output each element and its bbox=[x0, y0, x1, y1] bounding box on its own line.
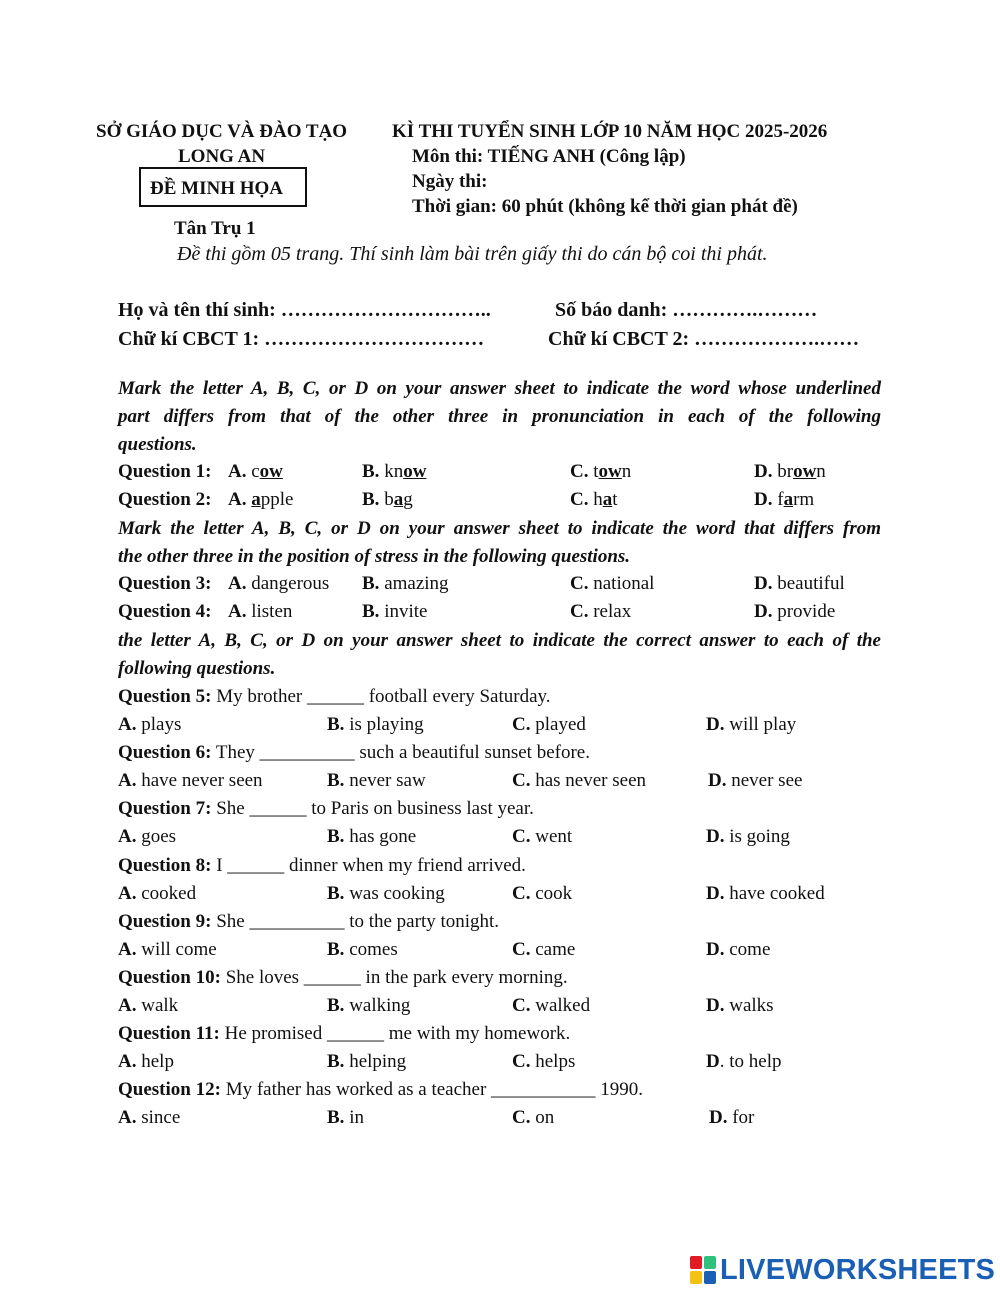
option-letter: C. bbox=[512, 714, 531, 735]
question-stem bbox=[118, 855, 526, 877]
option-text: plays bbox=[141, 714, 182, 735]
instruction-pronunciation-line1: Mark the letter A, B, C, or D on your answer sheet to indicate the word whose underlined bbox=[118, 378, 881, 399]
option-letter: C. bbox=[512, 770, 531, 792]
option-letter: A. bbox=[228, 601, 247, 622]
option-text: cook bbox=[535, 882, 573, 904]
option-text: went bbox=[535, 826, 573, 848]
option-text: has gone bbox=[349, 826, 417, 848]
answer-option[interactable] bbox=[118, 939, 217, 961]
exam-duration: Thời gian: 60 phút (không kể thời gian phát đề) bbox=[412, 196, 798, 217]
instruction-pronunciation-line2: part differs from that of the other three in pronunciation in each of the following bbox=[118, 406, 881, 427]
sample-exam-badge-label: ĐỀ MINH HỌA bbox=[150, 178, 283, 199]
option-letter: C. bbox=[512, 1051, 531, 1073]
option-letter: B. bbox=[327, 714, 345, 735]
option-letter: B. bbox=[327, 882, 345, 904]
option-underlined-part: ow bbox=[598, 461, 622, 482]
option-letter: A. bbox=[118, 1107, 137, 1129]
option-text: have never seen bbox=[141, 770, 263, 792]
option-letter: A. bbox=[228, 573, 247, 594]
answer-option[interactable] bbox=[706, 939, 770, 961]
answer-option[interactable] bbox=[706, 826, 790, 848]
question-label: Question 5: bbox=[118, 686, 212, 707]
option-text: amazing bbox=[384, 573, 449, 594]
answer-option[interactable] bbox=[512, 714, 586, 736]
answer-option[interactable] bbox=[570, 573, 654, 595]
answer-option[interactable] bbox=[512, 1107, 554, 1129]
option-text-start: kn bbox=[384, 461, 404, 482]
logo-square bbox=[690, 1256, 702, 1269]
option-text-start: t bbox=[593, 461, 599, 482]
option-text: come bbox=[729, 938, 771, 960]
option-text-start: h bbox=[593, 489, 603, 510]
question-text: They __________ such a beautiful sunset before. bbox=[215, 742, 590, 764]
option-text: is going bbox=[729, 826, 790, 848]
liveworksheets-logo-text: LIVEWORKSHEETS bbox=[720, 1253, 996, 1286]
option-text: have cooked bbox=[729, 882, 825, 904]
answer-option[interactable] bbox=[706, 995, 774, 1017]
answer-option[interactable] bbox=[706, 1051, 781, 1073]
proctor2-signature-field[interactable]: Chữ kí CBCT 2: ……………….…… bbox=[548, 328, 860, 350]
option-text: walk bbox=[141, 995, 179, 1016]
option-letter: A. bbox=[118, 714, 137, 735]
answer-option[interactable] bbox=[754, 601, 835, 623]
question-label: Question 12: bbox=[118, 1079, 221, 1101]
option-letter: D. bbox=[754, 489, 773, 510]
answer-option[interactable] bbox=[118, 1051, 174, 1073]
option-text-start: c bbox=[251, 461, 260, 482]
logo-square bbox=[704, 1256, 716, 1269]
question-label: Question 10: bbox=[118, 967, 221, 988]
answer-option[interactable] bbox=[706, 883, 825, 905]
answer-option[interactable] bbox=[118, 826, 176, 848]
answer-option[interactable] bbox=[512, 770, 646, 792]
option-text: never see bbox=[731, 770, 803, 792]
candidate-name-field[interactable]: Họ và tên thí sinh: ………………………….. bbox=[118, 299, 491, 321]
answer-option[interactable] bbox=[118, 883, 196, 905]
option-text-start: br bbox=[777, 461, 794, 482]
exam-title: KÌ THI TUYỂN SINH LỚP 10 NĂM HỌC 2025-2026 bbox=[392, 121, 828, 142]
option-letter: B. bbox=[327, 938, 345, 960]
option-letter: A. bbox=[118, 770, 137, 792]
exam-subject: Môn thi: TIẾNG ANH (Công lập) bbox=[412, 146, 686, 167]
option-text: cooked bbox=[141, 882, 197, 904]
answer-option[interactable] bbox=[327, 770, 426, 792]
logo-square bbox=[704, 1271, 716, 1284]
option-underlined-part: ow bbox=[403, 461, 427, 482]
option-text: walks bbox=[729, 995, 774, 1016]
option-text: will play bbox=[729, 714, 797, 735]
option-text: has never seen bbox=[535, 770, 647, 792]
question-stem bbox=[118, 742, 590, 764]
option-text: helps bbox=[535, 1051, 576, 1073]
province-name: LONG AN bbox=[178, 146, 266, 167]
answer-option[interactable] bbox=[512, 1051, 575, 1073]
question-text: I ______ dinner when my friend arrived. bbox=[216, 854, 526, 876]
option-underlined-part: a bbox=[393, 489, 404, 510]
logo-square bbox=[690, 1271, 702, 1284]
option-text: comes bbox=[349, 938, 398, 960]
option-text: provide bbox=[777, 601, 836, 622]
option-text: walking bbox=[349, 995, 411, 1016]
option-letter: C. bbox=[570, 601, 589, 622]
question-text: She __________ to the party tonight. bbox=[216, 910, 500, 932]
answer-option[interactable] bbox=[362, 601, 427, 623]
option-letter: D. bbox=[706, 714, 725, 735]
option-text: . to help bbox=[719, 1051, 782, 1073]
question-label: Question 3: bbox=[118, 573, 212, 594]
option-text-end: t bbox=[612, 489, 618, 510]
option-text: on bbox=[535, 1107, 555, 1129]
question-label: Question 7: bbox=[118, 798, 212, 820]
option-text: for bbox=[732, 1107, 755, 1129]
option-letter: A. bbox=[118, 938, 137, 960]
option-text: was cooking bbox=[349, 882, 445, 904]
answer-option[interactable] bbox=[327, 714, 424, 736]
answer-option[interactable] bbox=[512, 826, 572, 848]
option-letter: B. bbox=[362, 461, 380, 482]
option-letter: C. bbox=[570, 573, 589, 594]
option-letter: D. bbox=[709, 1107, 728, 1129]
option-letter: A. bbox=[118, 826, 137, 848]
option-text-end: rm bbox=[793, 489, 815, 510]
answer-option[interactable] bbox=[362, 573, 449, 595]
option-letter: B. bbox=[362, 489, 380, 510]
option-text: will come bbox=[141, 938, 217, 960]
option-text-end: g bbox=[403, 489, 413, 510]
option-letter: D. bbox=[754, 573, 773, 594]
answer-option[interactable] bbox=[512, 939, 575, 961]
option-text: goes bbox=[141, 826, 177, 848]
answer-option[interactable] bbox=[754, 573, 845, 595]
answer-option[interactable] bbox=[709, 1107, 754, 1129]
option-text: in bbox=[349, 1107, 364, 1129]
liveworksheets-logo-icon bbox=[690, 1256, 716, 1284]
answer-option[interactable] bbox=[327, 826, 416, 848]
answer-option[interactable] bbox=[754, 461, 826, 483]
option-letter: C. bbox=[512, 995, 531, 1016]
option-text: walked bbox=[535, 995, 591, 1016]
question-text: He promised ______ me with my homework. bbox=[224, 1023, 571, 1045]
option-text: played bbox=[535, 714, 586, 735]
option-text-end: n bbox=[621, 461, 632, 482]
question-label: Question 8: bbox=[118, 854, 212, 876]
answer-option[interactable] bbox=[228, 573, 329, 595]
answer-option[interactable] bbox=[362, 489, 413, 511]
answer-option[interactable] bbox=[327, 939, 398, 961]
option-text: is playing bbox=[349, 714, 424, 735]
answer-option[interactable] bbox=[327, 1051, 406, 1073]
answer-option[interactable] bbox=[512, 995, 590, 1017]
option-letter: D. bbox=[708, 770, 727, 792]
question-label: Question 1: bbox=[118, 461, 212, 482]
liveworksheets-logo bbox=[690, 1252, 995, 1288]
option-letter: B. bbox=[327, 1051, 345, 1073]
question-label: Question 2: bbox=[118, 489, 212, 510]
answer-option[interactable] bbox=[708, 770, 802, 792]
answer-option[interactable] bbox=[118, 995, 178, 1017]
option-text-end: n bbox=[816, 461, 826, 482]
option-letter: C. bbox=[512, 1107, 531, 1129]
option-letter: C. bbox=[512, 938, 531, 960]
question-text: She loves ______ in the park every morning. bbox=[225, 967, 568, 988]
option-letter: D bbox=[706, 1051, 720, 1073]
instruction-pronunciation-line3: questions. bbox=[118, 434, 197, 455]
answer-option[interactable] bbox=[362, 461, 426, 483]
option-letter: C. bbox=[570, 489, 589, 510]
option-text-start: b bbox=[384, 489, 394, 510]
question-text: My brother ______ football every Saturday. bbox=[216, 686, 551, 707]
option-letter: A. bbox=[118, 995, 137, 1016]
option-underlined-part: a bbox=[602, 489, 613, 510]
question-stem bbox=[118, 967, 568, 989]
answer-option[interactable] bbox=[512, 883, 572, 905]
question-text: My father has worked as a teacher ___________ 1990. bbox=[225, 1079, 644, 1101]
option-text: beautiful bbox=[777, 573, 845, 594]
instruction-stress-line2: the other three in the position of stress in the following questions. bbox=[118, 546, 631, 567]
option-text-end: pple bbox=[260, 489, 294, 510]
question-stem bbox=[118, 1079, 643, 1101]
option-letter: D. bbox=[706, 826, 725, 848]
option-text: relax bbox=[593, 601, 632, 622]
question-label: Question 4: bbox=[118, 601, 212, 622]
option-letter: B. bbox=[362, 601, 380, 622]
option-text: came bbox=[535, 938, 576, 960]
proctor1-signature-field[interactable]: Chữ kí CBCT 1: …………………………… bbox=[118, 328, 485, 350]
option-letter: C. bbox=[570, 461, 589, 482]
option-text: helping bbox=[349, 1051, 407, 1073]
instruction-correct-line2: following questions. bbox=[118, 658, 276, 679]
option-letter: D. bbox=[706, 995, 725, 1016]
question-stem bbox=[118, 1023, 570, 1045]
question-stem bbox=[118, 686, 551, 708]
option-letter: B. bbox=[327, 770, 345, 792]
answer-option[interactable] bbox=[118, 1107, 180, 1129]
answer-option[interactable] bbox=[228, 601, 292, 623]
answer-option[interactable] bbox=[570, 461, 631, 483]
answer-option[interactable] bbox=[118, 770, 263, 792]
instruction-correct-line1: the letter A, B, C, or D on your answer sheet to indicate the correct answer to each of the bbox=[118, 630, 881, 651]
school-name: Tân Trụ 1 bbox=[174, 218, 256, 239]
option-letter: C. bbox=[512, 882, 531, 904]
answer-option[interactable] bbox=[754, 489, 814, 511]
option-text: help bbox=[141, 1051, 174, 1073]
answer-option[interactable] bbox=[327, 883, 445, 905]
option-letter: A. bbox=[228, 461, 247, 482]
question-label: Question 6: bbox=[118, 742, 212, 764]
question-label: Question 11: bbox=[118, 1023, 220, 1045]
option-text: never saw bbox=[349, 770, 426, 792]
option-letter: B. bbox=[327, 826, 345, 848]
option-text: dangerous bbox=[251, 573, 330, 594]
answer-option[interactable] bbox=[118, 714, 181, 736]
question-text: She ______ to Paris on business last year. bbox=[216, 798, 534, 820]
answer-option[interactable] bbox=[228, 489, 293, 511]
department-title: SỞ GIÁO DỤC VÀ ĐÀO TẠO bbox=[96, 121, 348, 142]
exam-date: Ngày thi: bbox=[412, 171, 488, 192]
answer-option[interactable] bbox=[706, 714, 796, 736]
option-letter: D. bbox=[706, 938, 725, 960]
candidate-id-field[interactable]: Số báo danh: ………….……… bbox=[555, 299, 818, 321]
option-text: national bbox=[593, 573, 655, 594]
option-underlined-part: ow bbox=[259, 461, 283, 482]
question-stem bbox=[118, 798, 534, 820]
option-letter: A. bbox=[118, 1051, 137, 1073]
instruction-stress-line1: Mark the letter A, B, C, or D on your answer sheet to indicate the word that differs from bbox=[118, 518, 881, 539]
answer-option[interactable] bbox=[327, 995, 410, 1017]
option-underlined-part: ow bbox=[793, 461, 817, 482]
option-text-start: f bbox=[777, 489, 784, 510]
option-underlined-part: a bbox=[783, 489, 794, 510]
option-letter: B. bbox=[327, 1107, 345, 1129]
option-letter: D. bbox=[754, 461, 773, 482]
answer-option[interactable] bbox=[570, 489, 618, 511]
answer-option[interactable] bbox=[228, 461, 283, 483]
exam-note: Đề thi gồm 05 trang. Thí sinh làm bài trên giấy thi do cán bộ coi thi phát. bbox=[177, 243, 768, 265]
answer-option[interactable] bbox=[570, 601, 631, 623]
option-underlined-part: a bbox=[251, 489, 261, 510]
answer-option[interactable] bbox=[327, 1107, 364, 1129]
option-letter: D. bbox=[754, 601, 773, 622]
option-letter: C. bbox=[512, 826, 531, 848]
option-letter: A. bbox=[118, 882, 137, 904]
option-letter: B. bbox=[327, 995, 345, 1016]
option-text: since bbox=[141, 1107, 181, 1129]
option-letter: D. bbox=[706, 882, 725, 904]
option-text: invite bbox=[384, 601, 428, 622]
option-text: listen bbox=[251, 601, 293, 622]
question-label: Question 9: bbox=[118, 910, 212, 932]
option-letter: A. bbox=[228, 489, 247, 510]
question-stem bbox=[118, 911, 499, 933]
option-letter: B. bbox=[362, 573, 380, 594]
